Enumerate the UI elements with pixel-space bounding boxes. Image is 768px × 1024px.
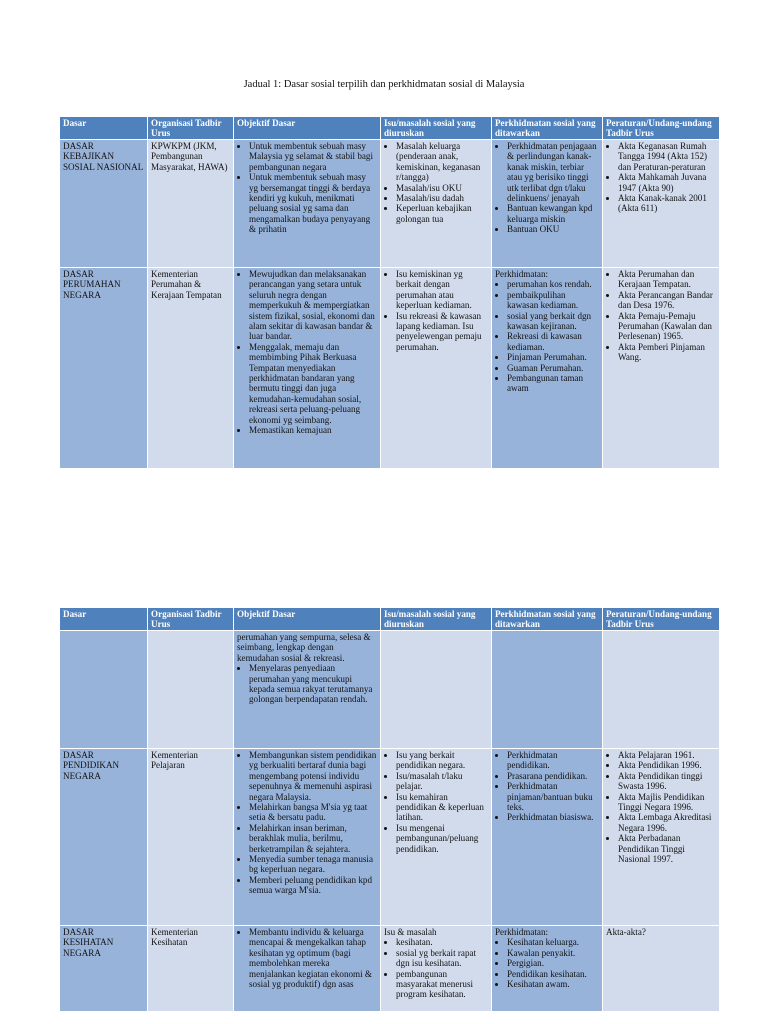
cell-isu bbox=[381, 749, 492, 926]
objektif-lead: perumahan yang sempurna, selesa & seimbang, lengkap dengan kemudahan sosial & rekreasi. bbox=[237, 632, 371, 663]
isu-item: • Keperluan kebajikan golongan tua bbox=[396, 203, 488, 224]
cell-isu bbox=[381, 926, 492, 1012]
perkhidmatan-item: • Kesihatan awam. bbox=[507, 979, 599, 989]
cell-dasar bbox=[60, 631, 148, 749]
perkhidmatan-list bbox=[495, 279, 599, 393]
isu-item: • kesihatan. bbox=[396, 937, 488, 947]
isu-list bbox=[384, 269, 488, 352]
perkhidmatan-item: • Perkhidmatan pinjaman/bantuan buku teks. bbox=[507, 781, 599, 812]
cell-undang bbox=[603, 749, 720, 926]
social-policy-table-2 bbox=[59, 607, 720, 1012]
undang-item: • Akta Perbadanan Pendidikan Tinggi Nasional 1997. bbox=[618, 833, 716, 864]
isu-list bbox=[384, 141, 488, 224]
social-policy-table-1 bbox=[59, 116, 720, 469]
isu-item: • Isu kemiskinan yg berkait dengan perumahan atau keperluan kediaman. bbox=[396, 269, 488, 311]
cell-dasar: DASAR PENDIDIKAN NEGARA bbox=[60, 749, 148, 926]
cell-perkhidmatan bbox=[492, 926, 603, 1012]
table-header-row bbox=[60, 117, 720, 140]
cell-undang bbox=[603, 631, 720, 749]
cell-objektif bbox=[234, 268, 381, 469]
objektif-item: • Untuk membentuk sebuah masy Malaysia yg selamat & stabil bagi pembangunan negara bbox=[249, 141, 377, 172]
perkhidmatan-item: • Guaman Perumahan. bbox=[507, 363, 599, 373]
isu-item: • Isu/masalah t/laku pelajar. bbox=[396, 771, 488, 792]
table-row bbox=[60, 926, 720, 1012]
perkhidmatan-item: • Pinjaman Perumahan. bbox=[507, 352, 599, 362]
header-organisasi: Organisasi Tadbir Urus bbox=[148, 608, 234, 631]
cell-undang bbox=[603, 926, 720, 1012]
header-dasar: Dasar bbox=[60, 608, 148, 631]
undang-item: • Akta Pendidikan 1996. bbox=[618, 760, 716, 770]
cell-isu bbox=[381, 140, 492, 268]
isu-list bbox=[384, 750, 488, 854]
objektif-item: • Memberi peluang pendidikan kpd semua warga M'sia. bbox=[249, 875, 377, 896]
cell-objektif bbox=[234, 631, 381, 749]
isu-item: • Masalah keluarga (penderaan anak, kemiskinan, keganasan r/tangga) bbox=[396, 141, 488, 183]
cell-organisasi: Kementerian Perumahan & Kerajaan Tempatan bbox=[148, 268, 234, 469]
table-row bbox=[60, 749, 720, 926]
isu-item: • Masalah/isu OKU bbox=[396, 183, 488, 193]
perkhidmatan-item: • Prasarana pendidikan. bbox=[507, 771, 599, 781]
isu-item: • Masalah/isu dadah bbox=[396, 193, 488, 203]
undang-item: • Akta Perancangan Bandar dan Desa 1976. bbox=[618, 290, 716, 311]
header-perkhidmatan: Perkhidmatan sosial yang ditawarkan bbox=[492, 117, 603, 140]
undang-item: • Akta Pendidikan tinggi Swasta 1996. bbox=[618, 771, 716, 792]
header-objektif: Objektif Dasar bbox=[234, 608, 381, 631]
perkhidmatan-item: • Bantuan kewangan kpd keluarga miskin bbox=[507, 203, 599, 224]
objektif-item: • Melahirkan insan beriman, berakhlak mulia, berilmu, berketrampilan & sejahtera. bbox=[249, 823, 377, 854]
header-organisasi: Organisasi Tadbir Urus bbox=[148, 117, 234, 140]
cell-undang bbox=[603, 140, 720, 268]
perkhidmatan-item: • Pendidikan kesihatan. bbox=[507, 969, 599, 979]
cell-dasar: DASAR PERUMAHAN NEGARA bbox=[60, 268, 148, 469]
perkhidmatan-item: • perumahan kos rendah. bbox=[507, 279, 599, 289]
isu-item: • Isu mengenai pembangunan/peluang pendidikan. bbox=[396, 823, 488, 854]
cell-perkhidmatan bbox=[492, 749, 603, 926]
perkhidmatan-intro: Perkhidmatan: bbox=[495, 269, 549, 279]
objektif-list bbox=[237, 141, 377, 235]
cell-organisasi bbox=[148, 631, 234, 749]
perkhidmatan-item: • Kesihatan keluarga. bbox=[507, 937, 599, 947]
cell-dasar: DASAR KESIHATAN NEGARA bbox=[60, 926, 148, 1012]
objektif-list bbox=[237, 750, 377, 896]
objektif-item: • Mewujudkan dan melaksanakan perancangan yang setara untuk seluruh negra dengan memperkukuh & mempergiatkan sistem fizikal, sosial, ekonomi dan alam sekitar di kawasan bandar & luar bandar. bbox=[249, 269, 377, 342]
cell-organisasi: Kementerian Pelajaran bbox=[148, 749, 234, 926]
perkhidmatan-item: • Bantuan OKU bbox=[507, 224, 599, 234]
undang-item: • Akta Perumahan dan Kerajaan Tempatan. bbox=[618, 269, 716, 290]
table-row bbox=[60, 631, 720, 749]
table-row bbox=[60, 140, 720, 268]
objektif-item: • Memastikan kemajuan bbox=[249, 425, 377, 435]
objektif-item: • Melahirkan bangsa M'sia yg taat setia & bersatu padu. bbox=[249, 802, 377, 823]
perkhidmatan-list bbox=[495, 750, 599, 823]
header-dasar: Dasar bbox=[60, 117, 148, 140]
perkhidmatan-item: • Kawalan penyakit. bbox=[507, 948, 599, 958]
undang-item: • Akta Majlis Pendidikan Tinggi Negara 1996. bbox=[618, 792, 716, 813]
objektif-item: • Menggalak, memaju dan membimbing Pihak Berkuasa Tempatan menyediakan perkhidmatan bandaran yang bermutu tinggi dan juga kemudahan-kemudahan sosial, rekreasi serta peluang-peluang ekonomi yg seimbang. bbox=[249, 342, 377, 425]
perkhidmatan-item: • pembaikpulihan kawasan kediaman. bbox=[507, 290, 599, 311]
perkhidmatan-item: • Perkhidmatan pendidikan. bbox=[507, 750, 599, 771]
perkhidmatan-item: • Pergigian. bbox=[507, 958, 599, 968]
cell-objektif bbox=[234, 749, 381, 926]
objektif-list bbox=[237, 663, 377, 705]
isu-item: • Isu rekreasi & kawasan lapang kediaman. Isu penyelewengan pemaju perumahan. bbox=[396, 311, 488, 353]
undang-item: • Akta Keganasan Rumah Tangga 1994 (Akta 152) dan Peraturan-peraturan bbox=[618, 141, 716, 172]
header-objektif: Objektif Dasar bbox=[234, 117, 381, 140]
perkhidmatan-item: • Perkhidmatan biasiswa. bbox=[507, 812, 599, 822]
cell-perkhidmatan bbox=[492, 140, 603, 268]
cell-organisasi: KPWKPM (JKM, Pembangunan Masyarakat, HAWA) bbox=[148, 140, 234, 268]
perkhidmatan-item: • Perkhidmatan penjagaan & perlindungan kanak-kanak miskin, terbiar atau yg berisiko tinggi utk terlibat dgn t/laku delinkuens/ jenayah bbox=[507, 141, 599, 203]
cell-isu bbox=[381, 268, 492, 469]
perkhidmatan-intro: Perkhidmatan: bbox=[495, 927, 549, 937]
objektif-list bbox=[237, 269, 377, 436]
table-header-row bbox=[60, 608, 720, 631]
cell-organisasi: Kementerian Kesihatan bbox=[148, 926, 234, 1012]
isu-list bbox=[384, 937, 488, 999]
undang-list bbox=[606, 269, 716, 363]
perkhidmatan-item: • sosial yang berkait dgn kawasan kejiranan. bbox=[507, 311, 599, 332]
perkhidmatan-list bbox=[495, 937, 599, 989]
objektif-item: • Membantu individu & keluarga mencapai & mengekalkan tahap kesihatan yg optimum (bagi membolehkan mereka menjalankan kegiatan ekonomi & sosial yg produktif) dgn asas bbox=[249, 927, 377, 989]
objektif-item: • Menyedia sumber tenaga manusia bg keperluan negara. bbox=[249, 854, 377, 875]
undang-list bbox=[606, 141, 716, 214]
isu-item: • Isu kemahiran pendidikan & keperluan latihan. bbox=[396, 792, 488, 823]
cell-perkhidmatan bbox=[492, 631, 603, 749]
cell-undang bbox=[603, 268, 720, 469]
table-row bbox=[60, 268, 720, 469]
header-isu: Isu/masalah sosial yang diuruskan bbox=[381, 608, 492, 631]
header-undang: Peraturan/Undang-undang Tadbir Urus bbox=[603, 117, 720, 140]
isu-item: • pembangunan masyarakat menerusi program kesihatan. bbox=[396, 969, 488, 1000]
objektif-item: • Untuk membentuk sebuah masy yg bersemangat tinggi & berdaya kendiri yg kukuh, menikmati peluang sosial yg sama dan mengamalkan budaya penyayang & prihatin bbox=[249, 172, 377, 234]
perkhidmatan-list bbox=[495, 141, 599, 235]
header-isu: Isu/masalah sosial yang diuruskan bbox=[381, 117, 492, 140]
undang-item: • Akta Pemberi Pinjaman Wang. bbox=[618, 342, 716, 363]
cell-perkhidmatan bbox=[492, 268, 603, 469]
cell-objektif bbox=[234, 926, 381, 1012]
perkhidmatan-item: • Pembangunan taman awam bbox=[507, 373, 599, 394]
objektif-item: • Membangunkan sistem pendidikan yg berkualiti bertaraf dunia bagi mengembang potensi individu sepenuhnya & memenuhi aspirasi negara Malaysia. bbox=[249, 750, 377, 802]
undang-item: • Akta Pemaju-Pemaju Perumahan (Kawalan dan Perlesenan) 1965. bbox=[618, 311, 716, 342]
isu-intro: Isu & masalah bbox=[384, 927, 437, 937]
header-undang: Peraturan/Undang-undang Tadbir Urus bbox=[603, 608, 720, 631]
cell-isu bbox=[381, 631, 492, 749]
cell-dasar: DASAR KEBAJIKAN SOSIAL NASIONAL bbox=[60, 140, 148, 268]
undang-item: • Akta Kanak-kanak 2001 (Akta 611) bbox=[618, 193, 716, 214]
undang-item: • Akta Mahkamah Juvana 1947 (Akta 90) bbox=[618, 172, 716, 193]
table-caption: Jadual 1: Dasar sosial terpilih dan perkhidmatan sosial di Malaysia bbox=[243, 79, 525, 90]
objektif-item: • Menyelaras penyediaan perumahan yang mencukupi kepada semua rakyat terutamanya golongan berpendapatan rendah. bbox=[249, 663, 377, 705]
header-perkhidmatan: Perkhidmatan sosial yang ditawarkan bbox=[492, 608, 603, 631]
undang-list bbox=[606, 750, 716, 864]
isu-item: • sosial yg berkait rapat dgn isu kesihatan. bbox=[396, 948, 488, 969]
undang-item: • Akta Pelajaran 1961. bbox=[618, 750, 716, 760]
undang-plain: Akta-akta? bbox=[606, 927, 646, 937]
cell-objektif bbox=[234, 140, 381, 268]
perkhidmatan-item: • Rekreasi di kawasan kediaman. bbox=[507, 331, 599, 352]
undang-item: • Akta Lembaga Akreditasi Negara 1996. bbox=[618, 812, 716, 833]
objektif-list bbox=[237, 927, 377, 989]
isu-item: • Isu yang berkait pendidikan negara. bbox=[396, 750, 488, 771]
